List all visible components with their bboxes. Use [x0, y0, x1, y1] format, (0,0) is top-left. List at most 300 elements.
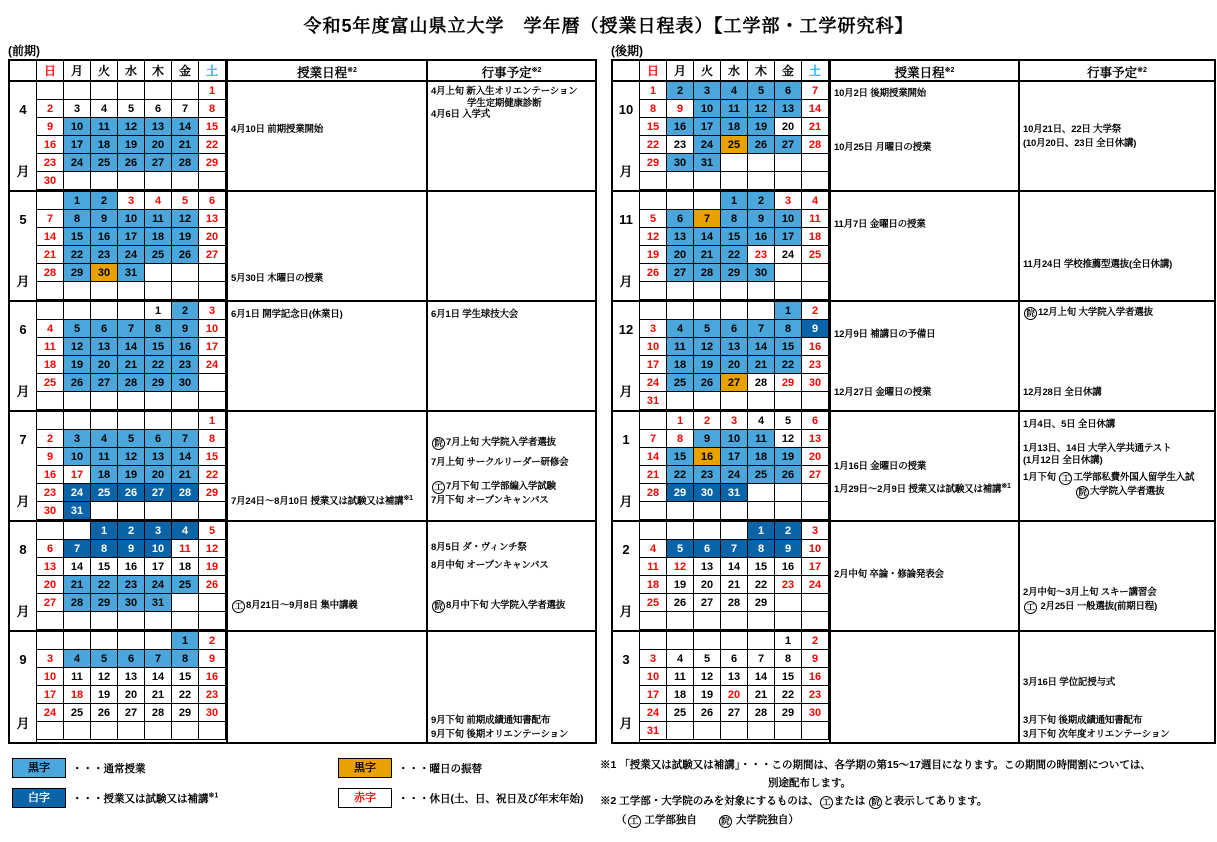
- day-cell: 7: [748, 320, 775, 338]
- legend-swatch-swap: 黒字: [338, 758, 392, 778]
- day-cell: 8: [199, 100, 226, 118]
- footnote-ref: ※2: [1137, 67, 1147, 74]
- empty-cell: [118, 282, 145, 300]
- day-cell: 10: [118, 210, 145, 228]
- day-cell: 2: [802, 302, 829, 320]
- month-label: [613, 412, 640, 520]
- day-cell: 15: [64, 228, 91, 246]
- day-cell: 6: [145, 430, 172, 448]
- day-cell: 26: [91, 704, 118, 722]
- day-cell: 14: [172, 448, 199, 466]
- month-day-grid: [37, 82, 226, 190]
- empty-cell: [640, 412, 667, 430]
- month-number: 10: [618, 102, 634, 117]
- month-block-2: [613, 522, 1214, 632]
- day-cell: 30: [748, 264, 775, 282]
- month-suffix: 月: [16, 384, 30, 399]
- empty-cell: [37, 412, 64, 430]
- day-cell: 7: [748, 650, 775, 668]
- day-cell: 28: [748, 704, 775, 722]
- day-cell: 17: [802, 558, 829, 576]
- schedule-cell: [226, 302, 426, 410]
- day-cell: 5: [64, 320, 91, 338]
- empty-cell: [64, 172, 91, 190]
- day-cell: 22: [748, 576, 775, 594]
- empty-cell: [118, 392, 145, 410]
- empty-cell: [721, 522, 748, 540]
- day-cell: 15: [640, 118, 667, 136]
- day-cell: 4: [721, 82, 748, 100]
- empty-cell: [64, 302, 91, 320]
- empty-cell: [640, 612, 667, 630]
- day-cell: 18: [640, 576, 667, 594]
- day-cell: 14: [802, 100, 829, 118]
- empty-cell: [667, 172, 694, 190]
- day-cell: 11: [172, 540, 199, 558]
- day-cell: 1: [667, 412, 694, 430]
- day-cell: 26: [64, 374, 91, 392]
- empty-cell: [802, 172, 829, 190]
- empty-cell: [667, 722, 694, 740]
- day-cell: 5: [91, 650, 118, 668]
- day-cell: 24: [802, 576, 829, 594]
- daigakuin-circle-icon: 院: [719, 815, 732, 828]
- empty-cell: [145, 392, 172, 410]
- day-cell: 27: [667, 264, 694, 282]
- events-entry: 2月中旬～3月上旬 スキー講習会: [1023, 587, 1157, 598]
- day-cell: 9: [694, 430, 721, 448]
- day-cell: 17: [640, 356, 667, 374]
- schedule-cell: [829, 192, 1018, 300]
- day-cell: 22: [775, 356, 802, 374]
- day-cell: 7: [172, 430, 199, 448]
- day-cell: 14: [37, 228, 64, 246]
- empty-cell: [172, 594, 199, 612]
- empty-cell: [64, 82, 91, 100]
- day-cell: 20: [694, 576, 721, 594]
- empty-cell: [775, 722, 802, 740]
- day-cell: 6: [802, 412, 829, 430]
- day-cell: 2: [667, 82, 694, 100]
- day-cell: 5: [775, 412, 802, 430]
- events-entry: 工 2月25日 一般選抜(前期日程): [1023, 601, 1157, 614]
- day-cell: 1: [199, 82, 226, 100]
- day-cell: 19: [694, 686, 721, 704]
- footnote-ref: ※1: [208, 792, 219, 799]
- day-cell: 20: [91, 356, 118, 374]
- schedule-cell: [829, 412, 1018, 520]
- month-label: [10, 192, 37, 300]
- empty-cell: [694, 392, 721, 410]
- day-cell: 16: [802, 338, 829, 356]
- month-column-header: [10, 61, 37, 80]
- day-cell: 6: [721, 320, 748, 338]
- day-cell: 21: [118, 356, 145, 374]
- month-day-grid: [37, 192, 226, 300]
- empty-cell: [37, 612, 64, 630]
- kougakubu-circle-icon: 工: [232, 600, 245, 613]
- month-number: 2: [622, 542, 630, 557]
- events-entry: 3月下旬 後期成績通知書配布: [1023, 715, 1143, 726]
- day-cell: 10: [775, 210, 802, 228]
- day-cell: 5: [667, 540, 694, 558]
- day-cell: 21: [172, 466, 199, 484]
- month-number: 3: [622, 652, 630, 667]
- zenki-calendar-table: [8, 59, 597, 744]
- schedule-entry: 1月29日～2月9日 授業又は試験又は補講$^{※1}$: [834, 483, 1011, 496]
- day-cell: 18: [145, 228, 172, 246]
- day-cell: 25: [91, 484, 118, 502]
- day-cell: 24: [145, 576, 172, 594]
- legend-description: ・・・授業又は試験又は補講$^{※1}$: [72, 792, 219, 805]
- schedule-entry: 12月9日 補講日の予備日: [834, 329, 936, 340]
- day-cell: 7: [721, 540, 748, 558]
- day-cell: 31: [64, 502, 91, 520]
- table-header-row: [613, 61, 1214, 82]
- day-cell: 22: [199, 136, 226, 154]
- day-cell: 25: [64, 704, 91, 722]
- day-cell: 15: [721, 228, 748, 246]
- legend-description: ・・・休日(土、日、祝日及び年末年始): [398, 792, 584, 805]
- day-cell: 13: [91, 338, 118, 356]
- day-cell: 10: [694, 100, 721, 118]
- schedule-entry: 6月1日 開学記念日(休業日): [231, 309, 343, 320]
- day-cell: 11: [91, 448, 118, 466]
- empty-cell: [640, 282, 667, 300]
- kougakubu-circle-icon: 工: [1059, 472, 1072, 485]
- day-cell: 15: [748, 558, 775, 576]
- day-cell: 26: [118, 484, 145, 502]
- month-block-8: [10, 522, 595, 632]
- empty-cell: [64, 392, 91, 410]
- events-entry: 工 7月下旬 工学部編入学試験: [431, 481, 556, 494]
- kouki-calendar-table: [611, 59, 1216, 744]
- day-cell: 9: [172, 320, 199, 338]
- day-cell: 21: [748, 356, 775, 374]
- day-cell: 17: [775, 228, 802, 246]
- kougakubu-circle-icon: 工: [628, 815, 641, 828]
- empty-cell: [694, 302, 721, 320]
- events-entry: 8月5日 ダ・ヴィンチ祭: [431, 542, 527, 553]
- day-cell: 3: [640, 320, 667, 338]
- day-cell: 25: [667, 704, 694, 722]
- empty-cell: [64, 612, 91, 630]
- day-cell: 3: [721, 412, 748, 430]
- day-cell: 16: [118, 558, 145, 576]
- empty-cell: [667, 502, 694, 520]
- day-cell: 16: [802, 668, 829, 686]
- day-cell: 22: [64, 246, 91, 264]
- day-cell: 23: [694, 466, 721, 484]
- day-cell: 10: [199, 320, 226, 338]
- day-cell: 13: [721, 668, 748, 686]
- empty-cell: [199, 282, 226, 300]
- events-entry: 3月下旬 次年度オリエンテーション: [1023, 729, 1170, 740]
- empty-cell: [37, 722, 64, 740]
- empty-cell: [199, 612, 226, 630]
- day-cell: 10: [640, 668, 667, 686]
- day-cell: 16: [694, 448, 721, 466]
- day-cell: 25: [91, 154, 118, 172]
- day-cell: 13: [37, 558, 64, 576]
- day-cell: 6: [694, 540, 721, 558]
- schedule-entry: 1月16日 金曜日の授業: [834, 461, 927, 472]
- month-label: [10, 82, 37, 190]
- day-cell: 12: [775, 430, 802, 448]
- empty-cell: [37, 632, 64, 650]
- empty-cell: [91, 722, 118, 740]
- empty-cell: [199, 172, 226, 190]
- empty-cell: [721, 722, 748, 740]
- day-cell: 28: [748, 374, 775, 392]
- day-cell: 2: [694, 412, 721, 430]
- empty-cell: [172, 612, 199, 630]
- day-cell: 4: [667, 320, 694, 338]
- day-cell: 26: [172, 246, 199, 264]
- month-block-4: [10, 82, 595, 192]
- empty-cell: [172, 392, 199, 410]
- empty-cell: [748, 172, 775, 190]
- day-cell: 12: [199, 540, 226, 558]
- day-cell: 19: [64, 356, 91, 374]
- footnote-ref: ※2: [531, 67, 542, 74]
- empty-cell: [640, 172, 667, 190]
- day-cell: 7: [37, 210, 64, 228]
- day-cell: 2: [37, 100, 64, 118]
- day-cell: 18: [91, 466, 118, 484]
- events-entry: 4月上旬 新入生オリエンテーション: [431, 86, 578, 97]
- day-cell: 14: [172, 118, 199, 136]
- day-cell: 15: [775, 338, 802, 356]
- events-entry: 9月下旬 後期オリエンテーション: [431, 729, 569, 740]
- day-cell: 24: [199, 356, 226, 374]
- day-cell: 5: [694, 320, 721, 338]
- day-cell: 10: [802, 540, 829, 558]
- day-cell: 29: [667, 484, 694, 502]
- day-cell: 19: [172, 228, 199, 246]
- daigakuin-circle-icon: 院: [1076, 486, 1089, 499]
- events-entry: (10月20日、23日 全日休講): [1023, 138, 1137, 149]
- month-block-11: [613, 192, 1214, 302]
- month-number: 5: [19, 212, 27, 227]
- empty-cell: [802, 392, 829, 410]
- empty-cell: [802, 594, 829, 612]
- day-cell: 26: [694, 374, 721, 392]
- day-cell: 23: [37, 154, 64, 172]
- day-cell: 31: [721, 484, 748, 502]
- month-suffix: 月: [16, 164, 30, 179]
- day-cell: 20: [802, 448, 829, 466]
- day-cell: 1: [172, 632, 199, 650]
- month-number: 4: [19, 102, 27, 117]
- empty-cell: [91, 502, 118, 520]
- day-cell: 25: [145, 246, 172, 264]
- semester-label-kouki: (後期): [611, 44, 643, 58]
- schedule-entry: 5月30日 木曜日の授業: [231, 273, 324, 284]
- empty-cell: [145, 502, 172, 520]
- day-header-1: 月: [64, 61, 91, 80]
- day-cell: 27: [199, 246, 226, 264]
- day-cell: 19: [667, 576, 694, 594]
- empty-cell: [721, 392, 748, 410]
- events-cell: [426, 192, 595, 300]
- day-cell: 17: [145, 558, 172, 576]
- day-cell: 30: [118, 594, 145, 612]
- day-cell: 12: [91, 668, 118, 686]
- empty-cell: [37, 522, 64, 540]
- legend-swatch-holiday: 赤字: [338, 788, 392, 808]
- empty-cell: [640, 502, 667, 520]
- month-block-1: [613, 412, 1214, 522]
- events-cell: [1018, 522, 1214, 630]
- day-cell: 26: [667, 594, 694, 612]
- day-cell: 16: [37, 136, 64, 154]
- semester-label-zenki: (前期): [8, 44, 40, 58]
- day-cell: 28: [64, 594, 91, 612]
- day-cell: 13: [118, 668, 145, 686]
- daigakuin-circle-icon: 院: [432, 600, 445, 613]
- empty-cell: [91, 392, 118, 410]
- empty-cell: [118, 172, 145, 190]
- month-day-grid: [640, 632, 829, 742]
- empty-cell: [775, 282, 802, 300]
- day-cell: 1: [775, 632, 802, 650]
- empty-cell: [91, 172, 118, 190]
- day-cell: 7: [640, 430, 667, 448]
- month-day-grid: [640, 302, 829, 410]
- schedule-entry: 10月25日 月曜日の授業: [834, 142, 932, 153]
- empty-cell: [118, 502, 145, 520]
- day-cell: 27: [145, 484, 172, 502]
- empty-cell: [172, 722, 199, 740]
- day-cell: 9: [199, 650, 226, 668]
- first-semester-section: [8, 42, 597, 744]
- events-column-header: 行事予定$^{※2}$: [1018, 61, 1214, 80]
- empty-cell: [91, 282, 118, 300]
- day-cell: 5: [172, 192, 199, 210]
- day-cell: 29: [199, 484, 226, 502]
- day-cell: 20: [118, 686, 145, 704]
- empty-cell: [667, 282, 694, 300]
- day-cell: 16: [172, 338, 199, 356]
- empty-cell: [145, 722, 172, 740]
- day-cell: 23: [802, 686, 829, 704]
- empty-cell: [775, 264, 802, 282]
- day-cell: 21: [37, 246, 64, 264]
- legend-and-notes: [8, 758, 1209, 831]
- month-suffix: 月: [619, 604, 633, 619]
- schedule-column-header: 授業日程$^{※2}$: [226, 61, 426, 80]
- empty-cell: [172, 502, 199, 520]
- legend-swatch-exam: 白字: [12, 788, 66, 808]
- events-entry: 4月6日 入学式: [431, 109, 491, 120]
- day-cell: 10: [64, 118, 91, 136]
- day-cell: 29: [748, 594, 775, 612]
- empty-cell: [775, 594, 802, 612]
- day-cell: 30: [37, 172, 64, 190]
- legend-description: ・・・曜日の振替: [398, 762, 482, 775]
- day-cell: 28: [640, 484, 667, 502]
- day-cell: 29: [775, 374, 802, 392]
- day-cell: 18: [748, 448, 775, 466]
- day-cell: 8: [775, 320, 802, 338]
- day-cell: 18: [667, 686, 694, 704]
- empty-cell: [694, 722, 721, 740]
- events-entry: 学生定期健康診断: [467, 98, 542, 109]
- empty-cell: [748, 392, 775, 410]
- daigakuin-circle-icon: 院: [432, 437, 445, 450]
- empty-cell: [694, 612, 721, 630]
- day-cell: 1: [64, 192, 91, 210]
- day-cell: 4: [64, 650, 91, 668]
- day-cell: 20: [721, 356, 748, 374]
- empty-cell: [802, 282, 829, 300]
- empty-cell: [199, 264, 226, 282]
- day-cell: 26: [775, 466, 802, 484]
- schedule-cell: [226, 82, 426, 190]
- day-cell: 6: [91, 320, 118, 338]
- month-suffix: 月: [16, 494, 30, 509]
- events-cell: [1018, 192, 1214, 300]
- day-cell: 21: [802, 118, 829, 136]
- day-cell: 15: [199, 448, 226, 466]
- day-cell: 31: [640, 392, 667, 410]
- empty-cell: [775, 172, 802, 190]
- empty-cell: [91, 612, 118, 630]
- day-cell: 1: [775, 302, 802, 320]
- schedule-column-header: 授業日程$^{※2}$: [829, 61, 1018, 80]
- kougakubu-circle-icon: 工: [432, 481, 445, 494]
- events-cell: [1018, 632, 1214, 742]
- schedule-entry: 7月24日～8月10日 授業又は試験又は補講$^{※1}$: [231, 495, 413, 508]
- day-cell: 28: [118, 374, 145, 392]
- day-cell: 4: [802, 192, 829, 210]
- month-label: [613, 522, 640, 630]
- day-cell: 7: [172, 100, 199, 118]
- schedule-entry: 12月27日 金曜日の授業: [834, 387, 932, 398]
- day-cell: 18: [64, 686, 91, 704]
- day-cell: 29: [199, 154, 226, 172]
- day-cell: 20: [775, 118, 802, 136]
- schedule-entry: 工 8月21日～9月8日 集中講義: [231, 600, 358, 613]
- day-cell: 20: [199, 228, 226, 246]
- day-cell: 6: [775, 82, 802, 100]
- schedule-cell: [829, 82, 1018, 190]
- day-cell: 12: [640, 228, 667, 246]
- empty-cell: [37, 82, 64, 100]
- empty-cell: [91, 412, 118, 430]
- day-cell: 2: [172, 302, 199, 320]
- day-cell: 18: [802, 228, 829, 246]
- day-cell: 8: [721, 210, 748, 228]
- day-cell: 26: [118, 154, 145, 172]
- day-header-2: 火: [694, 61, 721, 80]
- empty-cell: [37, 282, 64, 300]
- legend-item: [12, 758, 338, 778]
- day-cell: 9: [118, 540, 145, 558]
- day-cell: 23: [91, 246, 118, 264]
- day-cell: 18: [91, 136, 118, 154]
- day-cell: 27: [721, 374, 748, 392]
- events-entry: 7月上旬 サークルリーダー研修会: [431, 457, 569, 468]
- month-suffix: 月: [16, 716, 30, 731]
- empty-cell: [748, 612, 775, 630]
- day-cell: 27: [775, 136, 802, 154]
- day-cell: 9: [667, 100, 694, 118]
- day-cell: 16: [775, 558, 802, 576]
- empty-cell: [145, 172, 172, 190]
- day-cell: 24: [775, 246, 802, 264]
